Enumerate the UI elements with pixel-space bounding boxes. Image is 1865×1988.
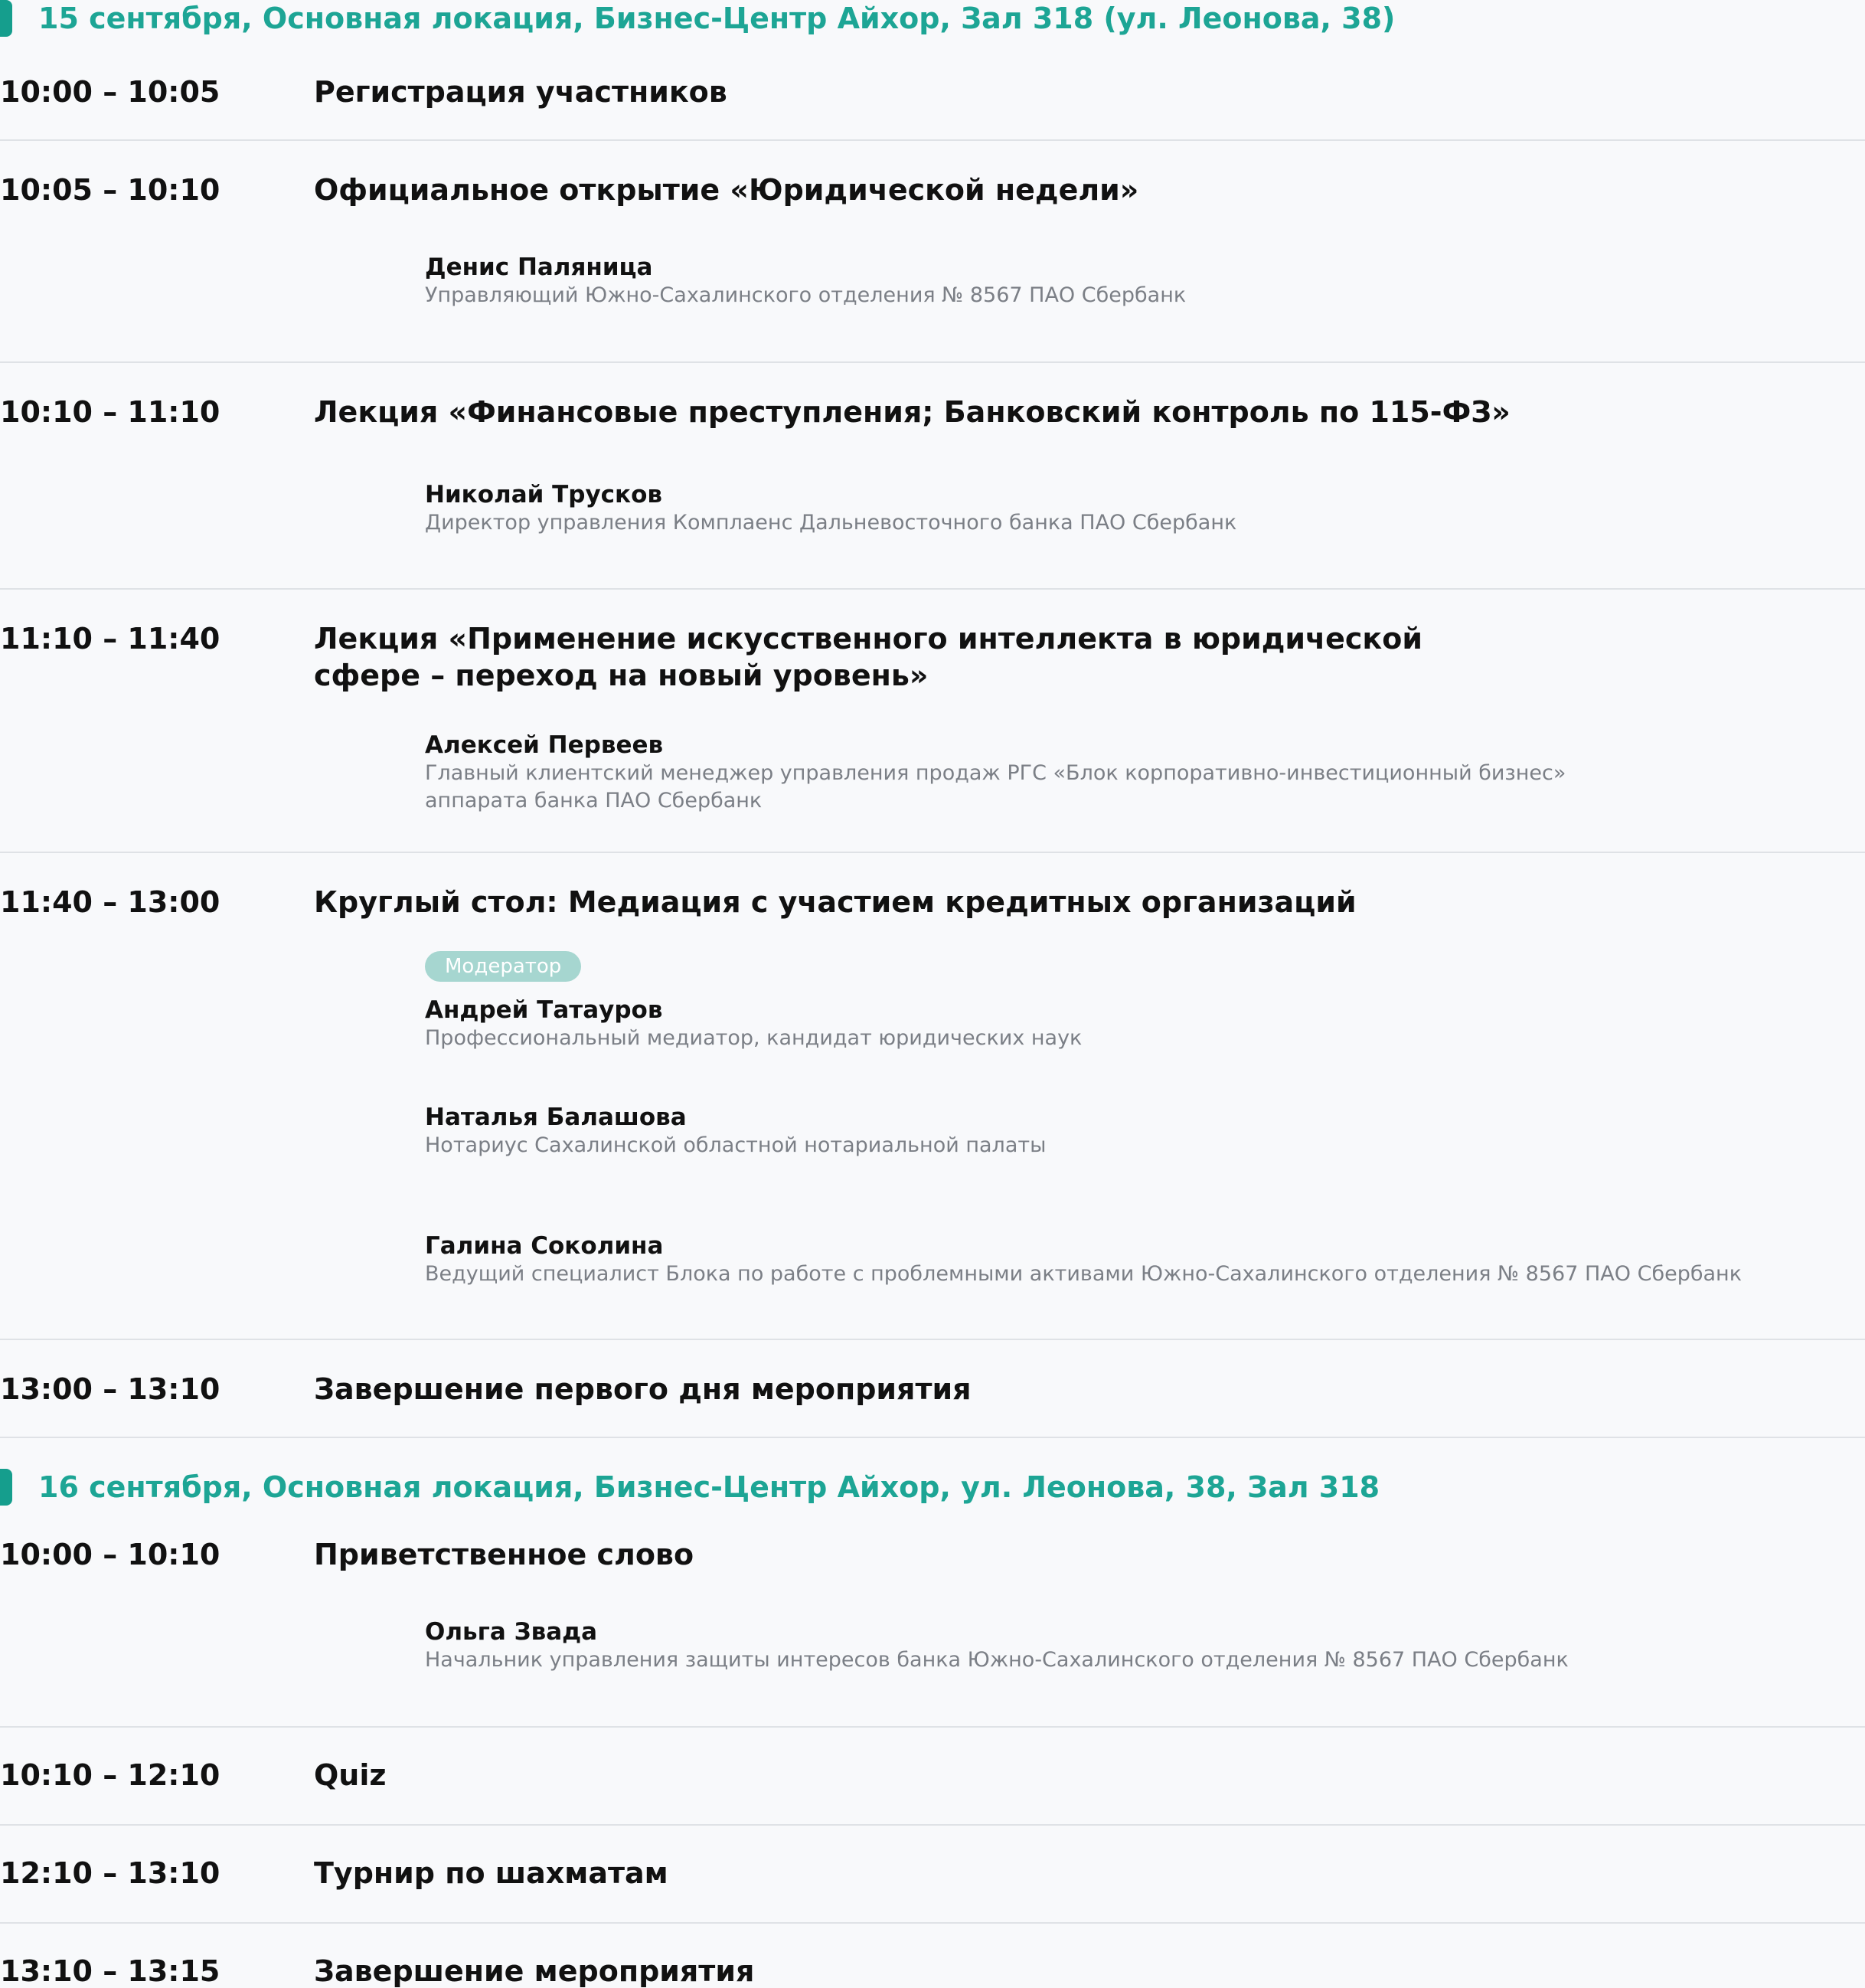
speaker-name: Ольга Звада bbox=[425, 1618, 598, 1646]
speaker bbox=[425, 253, 1803, 309]
slot-time: 13:00 – 13:10 bbox=[0, 1372, 220, 1406]
speaker-role: Начальник управления защиты интересов банка Южно-Сахалинского отделения № 8567 ПАО Сбербанк bbox=[425, 1648, 1569, 1672]
slot-time: 10:05 – 10:10 bbox=[0, 173, 220, 207]
day1-accent-bar bbox=[0, 0, 12, 37]
day2-accent-bar bbox=[0, 1469, 12, 1506]
slot-title: Завершение первого дня мероприятия bbox=[314, 1372, 972, 1406]
slot-divider bbox=[0, 361, 1865, 363]
speaker bbox=[425, 1617, 1803, 1674]
slot-divider bbox=[0, 1339, 1865, 1340]
slot-title: Турнир по шахматам bbox=[314, 1856, 668, 1890]
speaker-role: Главный клиентский менеджер управления продаж РГС «Блок корпоративно-инвестиционный бизнес» аппарата банка ПАО Сбербанк bbox=[425, 761, 1566, 813]
slot-divider bbox=[0, 588, 1865, 590]
day2-title: 16 сентября, Основная локация, Бизнес-Центр Айхор, ул. Леонова, 38, Зал 318 bbox=[38, 1470, 1380, 1504]
slot-time: 13:10 – 13:15 bbox=[0, 1954, 220, 1988]
speaker-role: Управляющий Южно-Сахалинского отделения № 8567 ПАО Сбербанк bbox=[425, 283, 1187, 307]
slot-title: Лекция «Финансовые преступления; Банковский контроль по 115-ФЗ» bbox=[314, 395, 1511, 429]
slot-divider bbox=[0, 1726, 1865, 1728]
speaker-role: Профессиональный медиатор, кандидат юридических наук bbox=[425, 1026, 1083, 1050]
speaker-name: Галина Соколина bbox=[425, 1232, 664, 1260]
slot-title: Лекция «Применение искусственного интеллекта в юридической сфере – переход на новый уровень» bbox=[314, 622, 1422, 692]
slot-divider bbox=[0, 1824, 1865, 1826]
slot-divider bbox=[0, 1922, 1865, 1924]
slot-divider bbox=[0, 1437, 1865, 1438]
slot-time: 11:40 – 13:00 bbox=[0, 885, 220, 919]
slot-divider bbox=[0, 139, 1865, 141]
slot-title: Приветственное слово bbox=[314, 1538, 694, 1571]
speaker-name: Алексей Первеев bbox=[425, 731, 664, 759]
slot-time: 10:10 – 11:10 bbox=[0, 395, 220, 429]
speaker-name: Денис Паляница bbox=[425, 253, 653, 281]
speaker bbox=[425, 480, 1803, 537]
day1-title: 15 сентября, Основная локация, Бизнес-Центр Айхор, Зал 318 (ул. Леонова, 38) bbox=[38, 2, 1396, 35]
slot-title: Регистрация участников bbox=[314, 75, 727, 109]
speaker bbox=[425, 996, 1803, 1052]
slot-title: Круглый стол: Медиация с участием кредитных организаций bbox=[314, 885, 1357, 919]
speaker-name: Николай Трусков bbox=[425, 481, 663, 508]
slot-divider bbox=[0, 852, 1865, 853]
speaker-name: Андрей Татауров bbox=[425, 996, 663, 1024]
speaker-role: Директор управления Комплаенс Дальневосточного банка ПАО Сбербанк bbox=[425, 511, 1237, 535]
moderator-badge: Модератор bbox=[425, 951, 581, 982]
speaker bbox=[425, 731, 1573, 815]
speaker-name: Наталья Балашова bbox=[425, 1104, 687, 1131]
slot-title: Официальное открытие «Юридической недели» bbox=[314, 173, 1139, 207]
speaker bbox=[425, 1103, 1803, 1159]
slot-time: 10:00 – 10:05 bbox=[0, 75, 220, 109]
slot-time: 12:10 – 13:10 bbox=[0, 1856, 220, 1890]
slot-title: Quiz bbox=[314, 1758, 387, 1792]
slot-title: Завершение мероприятия bbox=[314, 1954, 755, 1988]
slot-time: 10:10 – 12:10 bbox=[0, 1758, 220, 1792]
speaker-role: Ведущий специалист Блока по работе с проблемными активами Южно-Сахалинского отделения № 8567 ПАО Сбербанк bbox=[425, 1262, 1742, 1286]
speaker-role: Нотариус Сахалинской областной нотариальной палаты bbox=[425, 1133, 1047, 1157]
speaker bbox=[425, 1231, 1803, 1288]
slot-time: 10:00 – 10:10 bbox=[0, 1538, 220, 1571]
slot-time: 11:10 – 11:40 bbox=[0, 622, 220, 656]
